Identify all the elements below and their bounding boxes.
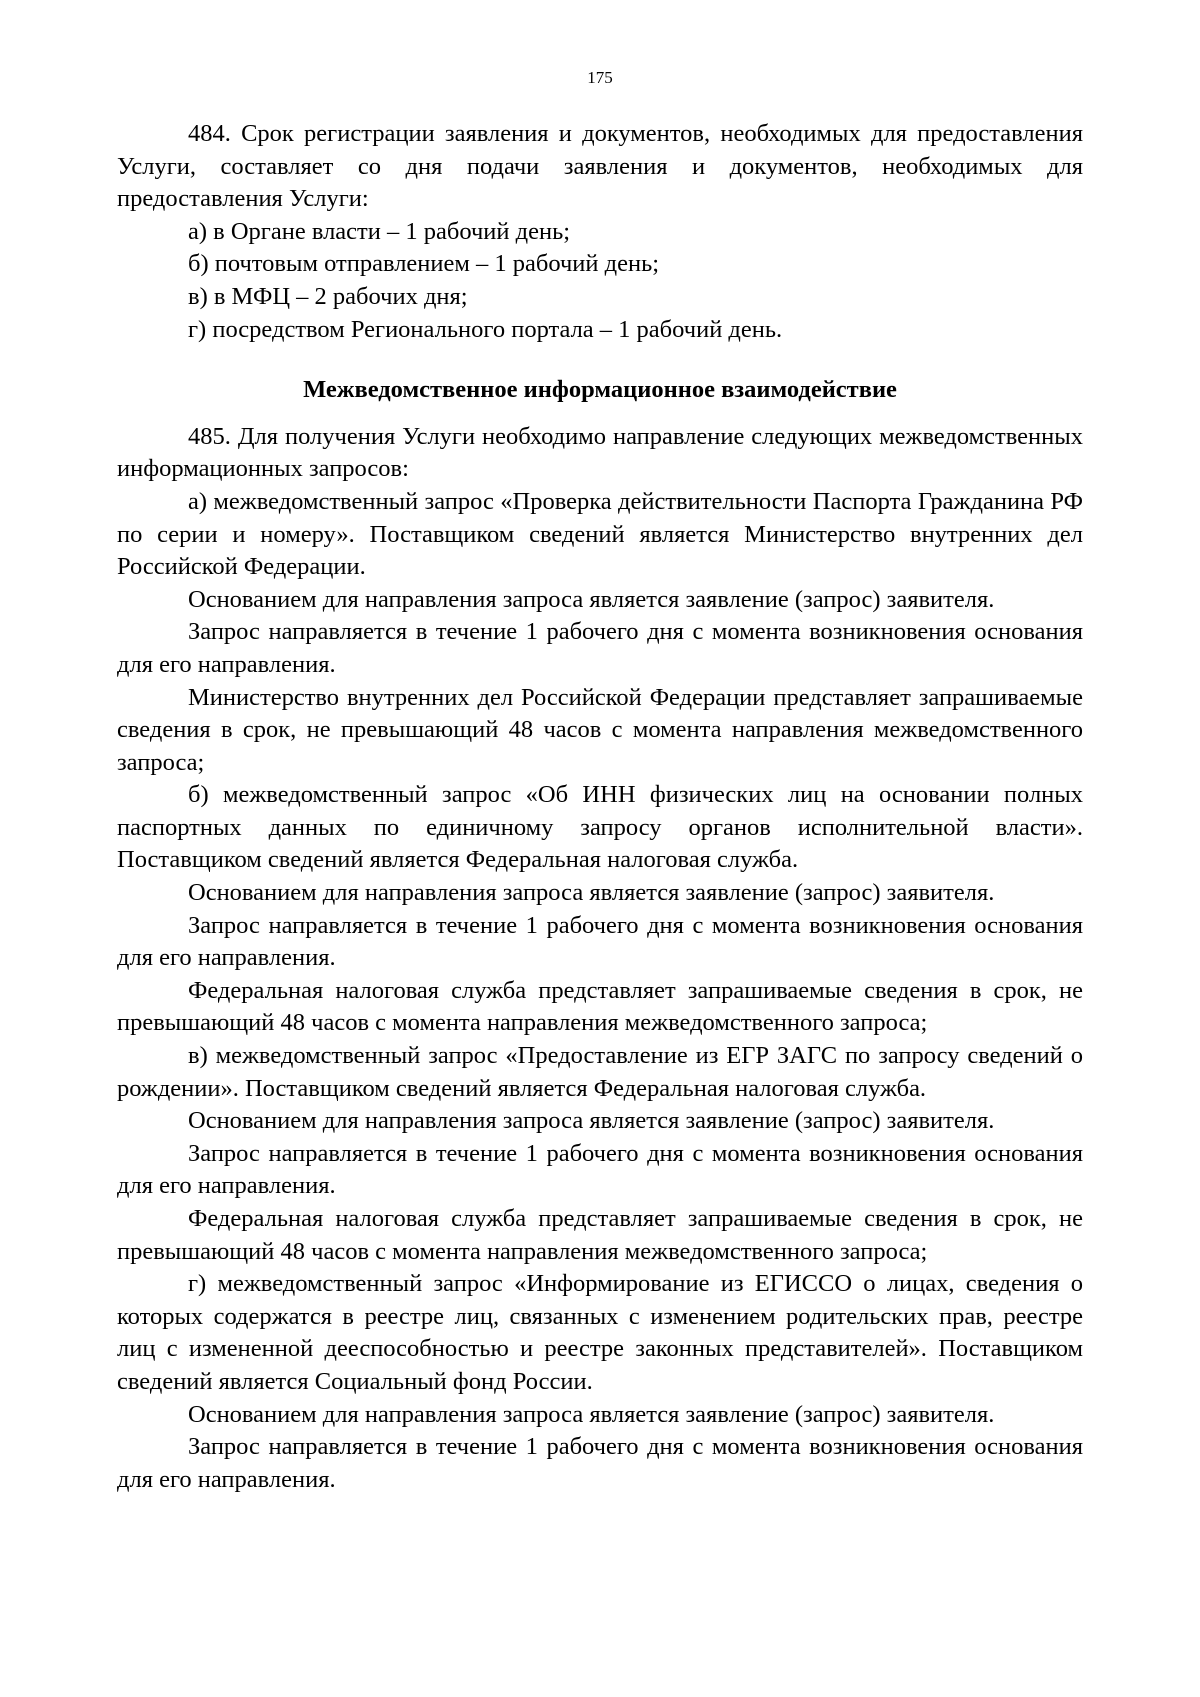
paragraph-485-v-response: Федеральная налоговая служба представляет запрашиваемые сведения в срок, не превышающий 48 часов с момента направления межведомственного запроса;: [117, 1205, 1083, 1265]
list-item-484-v: в) в МФЦ – 2 рабочих дня;: [188, 282, 468, 310]
paragraph-485-intro: 485. Для получения Услуги необходимо направление следующих межведомственных информационных запросов:: [117, 422, 1083, 483]
paragraph-485-v-basis: Основанием для направления запроса является заявление (запрос) заявителя.: [188, 1107, 995, 1135]
paragraph-484-intro: 484. Срок регистрации заявления и документов, необходимых для предоставления Услуги, составляет со дня подачи заявления и документов, необходимых для предоставления Услуги:: [117, 120, 1083, 213]
paragraph-485-b-response: Федеральная налоговая служба представляет запрашиваемые сведения в срок, не превышающий 48 часов с момента направления межведомственного запроса;: [117, 976, 1083, 1037]
paragraph-485-v-request: в) межведомственный запрос «Предоставление из ЕГР ЗАГС по запросу сведений о рождении». Поставщиком сведений является Федеральная налоговая служба.: [117, 1042, 1083, 1102]
paragraph-485-a-timing: Запрос направляется в течение 1 рабочего дня с момента возникновения основания для его направления.: [117, 618, 1083, 678]
paragraph-485-g-basis: Основанием для направления запроса является заявление (запрос) заявителя.: [188, 1400, 995, 1428]
paragraph-485-b-basis: Основанием для направления запроса является заявление (запрос) заявителя.: [188, 879, 995, 907]
paragraph-485-v-timing: Запрос направляется в течение 1 рабочего дня с момента возникновения основания для его направления.: [117, 1139, 1083, 1200]
paragraph-485-a-request: а) межведомственный запрос «Проверка действительности Паспорта Гражданина РФ по серии и номеру». Поставщиком сведений является Министерство внутренних дел Российской Федерации.: [117, 487, 1083, 581]
list-item-484-a: а) в Органе власти – 1 рабочий день;: [188, 217, 571, 245]
document-body: [117, 118, 1083, 1496]
section-heading: Межведомственное информационное взаимодействие: [303, 376, 897, 404]
paragraph-485-b-timing: Запрос направляется в течение 1 рабочего дня с момента возникновения основания для его направления.: [117, 911, 1083, 972]
page-number: 175: [587, 68, 613, 87]
heading-spacer: [117, 407, 1083, 421]
paragraph-485-b-request: б) межведомственный запрос «Об ИНН физических лиц на основании полных паспортных данных по единичному запросу органов исполнительной власти». Поставщиком сведений является Федеральная налоговая служба.: [117, 781, 1083, 874]
paragraph-485-a-basis: Основанием для направления запроса является заявление (запрос) заявителя.: [188, 585, 995, 613]
paragraph-485-a-response: Министерство внутренних дел Российской Федерации представляет запрашиваемые сведения в срок, не превышающий 48 часов с момента направления межведомственного запроса;: [117, 683, 1083, 776]
list-item-484-b: б) почтовым отправлением – 1 рабочий день;: [188, 250, 660, 278]
paragraph-485-g-request: г) межведомственный запрос «Информирование из ЕГИССО о лицах, сведения о которых содержатся в реестре лиц, связанных с изменением родительских прав, реестре лиц с измененной дееспособностью и реестре законных представителей». Поставщиком сведений является Социальный фонд России.: [117, 1270, 1083, 1395]
section-spacer: [117, 346, 1083, 374]
paragraph-485-g-timing: Запрос направляется в течение 1 рабочего дня с момента возникновения основания для его направления.: [117, 1433, 1083, 1493]
list-item-484-g: г) посредством Регионального портала – 1 рабочий день.: [188, 315, 783, 343]
